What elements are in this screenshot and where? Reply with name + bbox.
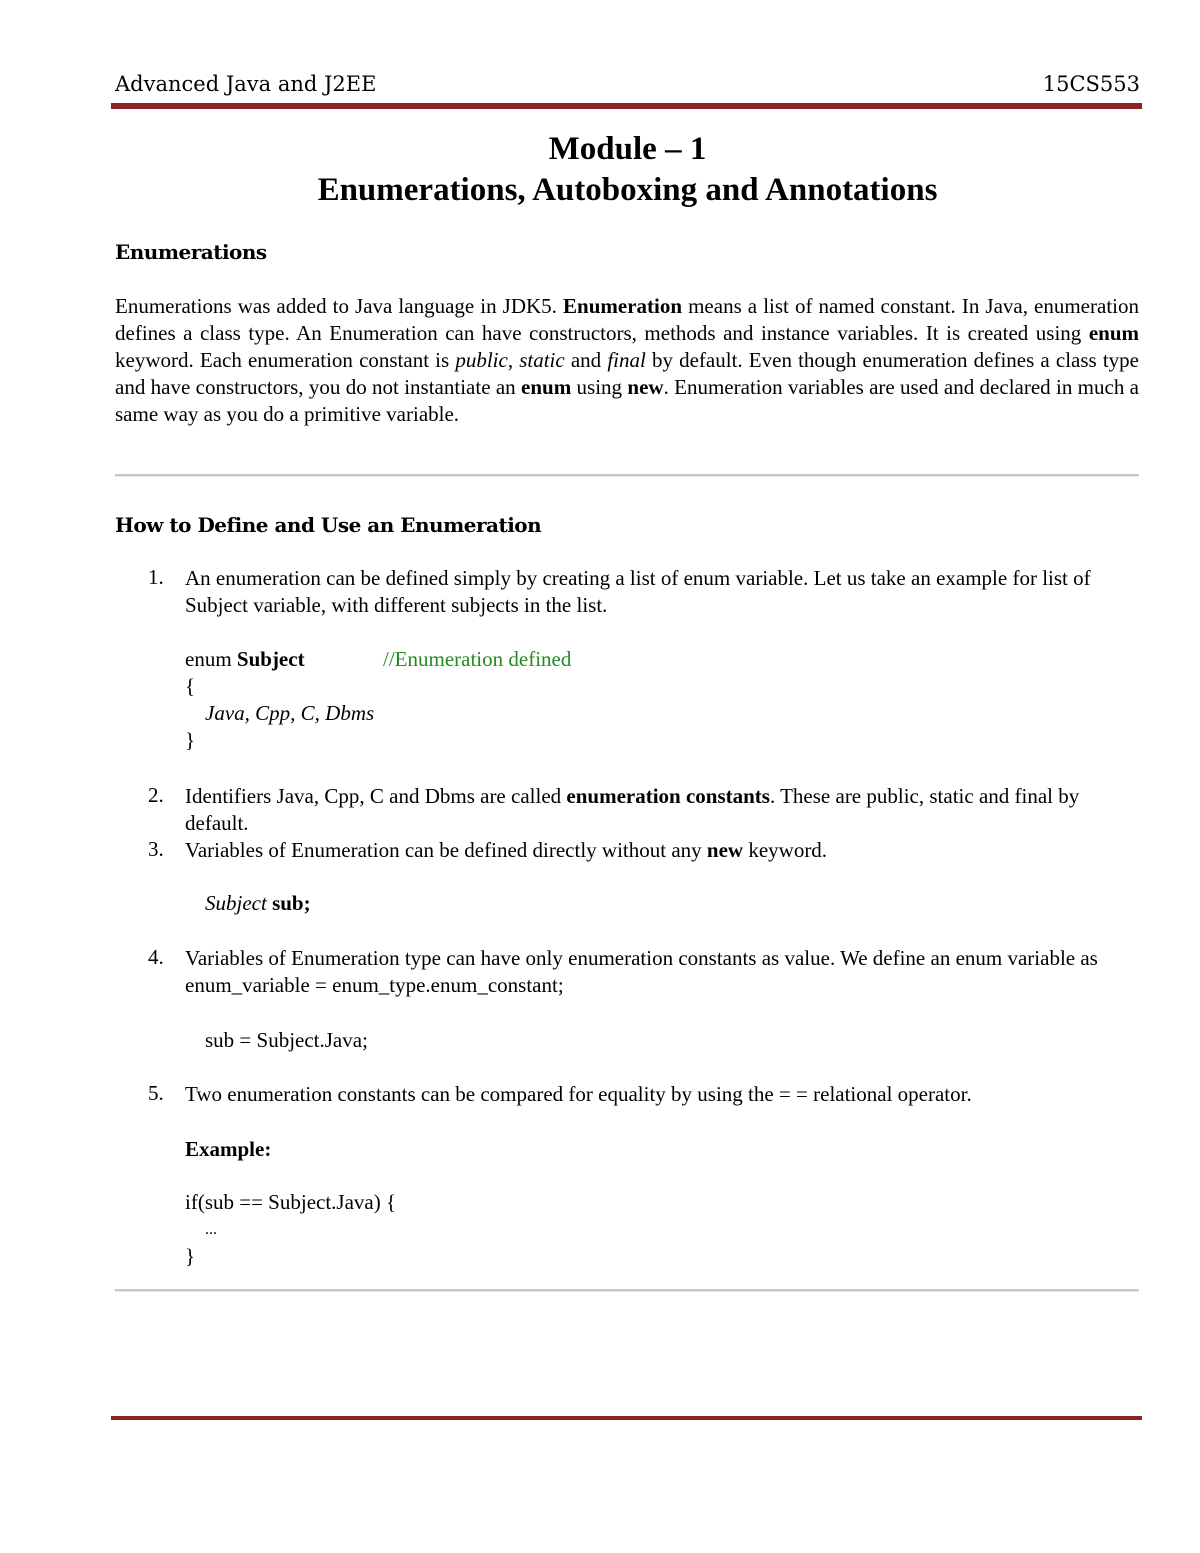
code-open-brace: { — [185, 674, 196, 698]
page-header — [115, 72, 1140, 100]
list-item: Two enumeration constants can be compared for equality by using the = = relational operator. — [185, 1082, 972, 1106]
list-number: 3. — [148, 837, 164, 861]
module-title: Module – 1 — [548, 131, 707, 167]
divider — [115, 474, 1139, 477]
example-label: Example: — [185, 1137, 272, 1161]
code-close-brace: } — [185, 728, 196, 752]
header-rule — [111, 103, 1142, 109]
course-title: Advanced Java and J2EE — [115, 72, 377, 96]
list-number: 2. — [148, 783, 164, 807]
divider — [115, 1289, 1139, 1292]
list-item: Variables of Enumeration type can have only enumeration constants as value. We define an enum variable as enum_variable = enum_type.enum_constant; — [185, 946, 1098, 997]
list-item: Variables of Enumeration can be defined directly without any new keyword. — [185, 838, 828, 862]
section-heading-enumerations: Enumerations — [115, 240, 267, 264]
footer-rule — [111, 1416, 1142, 1420]
intro-paragraph: Enumerations was added to Java language in JDK5. Enumeration means a list of named constant. In Java, enumeration defines a class type. An Enumeration can have constructors, methods and instance variables. It is created using enum keyword. Each enumeration constant is public, static and final by default. Even though enumeration defines a class type and have constructors, you do not instantiate an enum using new. Enumeration variables are used and declared in much a same way as you do a primitive variable. — [115, 294, 1139, 426]
section-heading-define-use: How to Define and Use an Enumeration — [115, 513, 542, 537]
list-number: 1. — [148, 565, 164, 589]
list-number: 5. — [148, 1081, 164, 1105]
code-enum-constants: Java, Cpp, C, Dbms — [205, 701, 375, 725]
code-variable-declaration: Subject sub; — [205, 891, 311, 915]
code-assignment: sub = Subject.Java; — [205, 1028, 368, 1052]
module-subtitle: Enumerations, Autoboxing and Annotations — [317, 172, 938, 208]
code-comment: //Enumeration defined — [383, 647, 572, 671]
code-ellipsis: ... — [205, 1221, 217, 1238]
list-item: Identifiers Java, Cpp, C and Dbms are called enumeration constants. These are public, static and final by default. — [185, 784, 1080, 835]
list-number: 4. — [148, 945, 164, 969]
code-if-close: } — [185, 1244, 196, 1268]
code-if-statement: if(sub == Subject.Java) { — [185, 1190, 397, 1214]
code-enum-declaration: enum Subject — [185, 647, 305, 671]
list-item: An enumeration can be defined simply by creating a list of enum variable. Let us take an example for list of Subject variable, with different subjects in the list. — [185, 566, 1091, 617]
course-code: 15CS553 — [1042, 72, 1140, 96]
